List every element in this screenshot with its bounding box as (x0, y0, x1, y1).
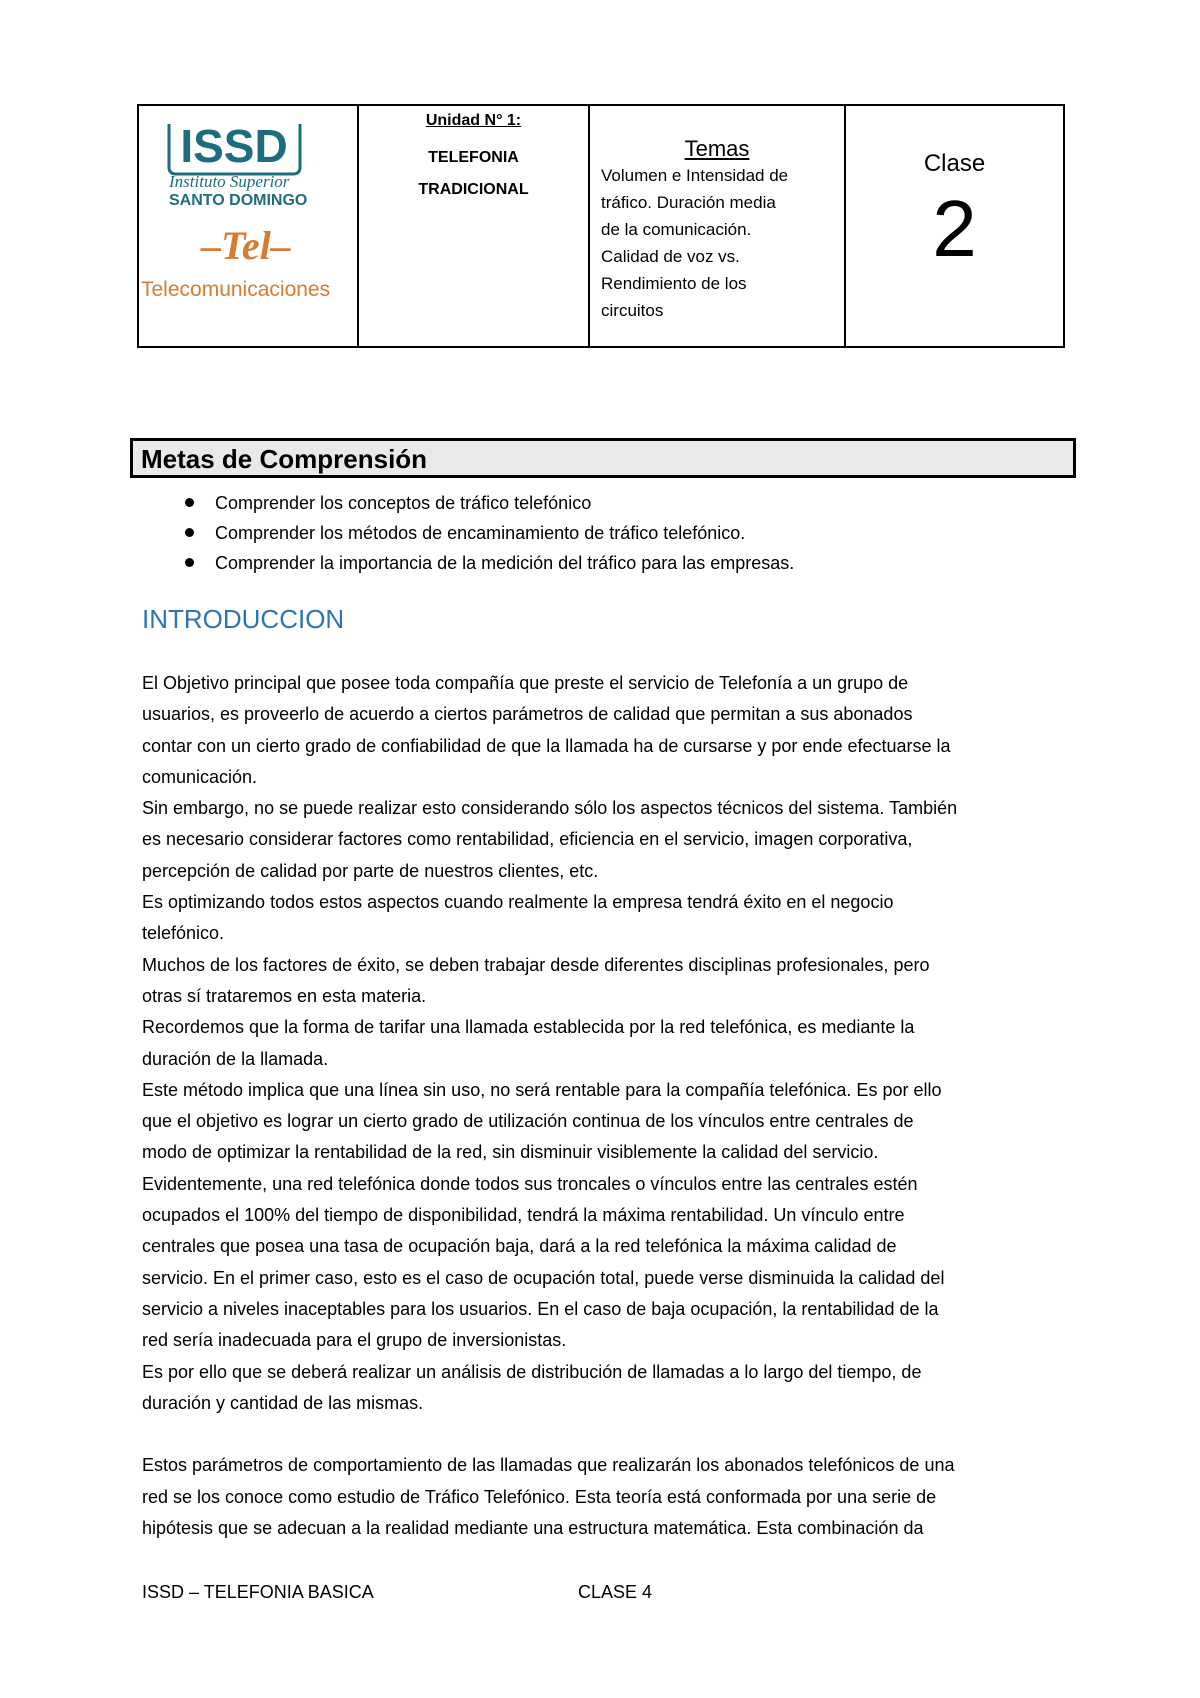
department-name: Telecomunicaciones (141, 278, 331, 301)
goal-item (185, 518, 794, 548)
school-name: SANTO DOMINGO (169, 192, 308, 209)
footer-right: CLASE 4 (578, 1582, 653, 1602)
bullet-icon (185, 498, 194, 507)
intro-heading: INTRODUCCION (142, 604, 345, 634)
goal-text: Comprender los conceptos de tráfico telefónico (215, 493, 592, 513)
class-number: 2 (932, 184, 977, 273)
bullet-icon (185, 528, 194, 537)
unit-cell (358, 105, 589, 347)
unit-label: Unidad N° 1: (425, 112, 522, 129)
goal-item (185, 548, 794, 578)
goals-list (185, 488, 794, 578)
intro-body: El Objetivo principal que posee toda compañía que preste el servicio de Telefonía a un grupo de usuarios, es proveerlo de acuerdo a ciertos parámetros de calidad que permitan a sus abonados contar con un cierto grado de confiabilidad de que la llamada ha de cursarse y por ende efectuarse la comunicación. Sin embargo, no se puede realizar esto considerando sólo los aspectos técnicos del sistema. También es necesario considerar factores como rentabilidad, eficiencia en el servicio, imagen corporativa, percepción de calidad por parte de nuestros clientes, etc. Es optimizando todos estos aspectos cuando realmente la empresa tendrá éxito en el negocio telefónico. Muchos de los factores de éxito, se deben trabajar desde diferentes disciplinas profesionales, pero otras sí trataremos en esta materia. Recordemos que la forma de tarifar una llamada establecida por la red telefónica, es mediante la duración de la llamada. Este método implica que una línea sin uso, no será rentable para la compañía telefónica. Es por ello que el objetivo es lograr un cierto grado de utilización continua de los vínculos entre centrales de modo de optimizar la rentabilidad de la red, sin disminuir visiblemente la calidad del servicio. Evidentemente, una red telefónica donde todos sus troncales o vínculos entre las centrales estén ocupados el 100% del tiempo de disponibilidad, tendrá la máxima rentabilidad. Un vínculo entre centrales que posea una tasa de ocupación baja, dará a la red telefónica la máxima calidad de servicio. En el primer caso, esto es el caso de ocupación total, puede verse disminuida la calidad del servicio a niveles inaceptables para los usuarios. En el caso de baja ocupación, la rentabilidad de la red sería inadecuada para el grupo de inversionistas. Es por ello que se deberá realizar un análisis de distribución de llamadas a lo largo del tiempo, de duración y cantidad de las mismas. Estos parámetros de comportamiento de las llamadas que realizarán los abonados telefónicos de una red se los conoce como estudio de Tráfico Telefónico. Esta teoría está conformada por una serie de hipótesis que se adecuan a la realidad mediante una estructura matemática. Esta combinación da (142, 673, 958, 1539)
topics-cell (589, 105, 845, 347)
goals-title: Metas de Comprensión (141, 444, 428, 474)
issd-logo-icon (167, 114, 302, 176)
goal-text: Comprender los métodos de encaminamiento de tráfico telefónico. (215, 523, 746, 543)
bullet-icon (185, 558, 194, 567)
topics-text: Volumen e Intensidad de tráfico. Duración media de la comunicación. Calidad de voz vs. Rendimiento de los circuitos (601, 166, 789, 320)
header-table (137, 104, 1065, 348)
goal-text: Comprender la importancia de la medición del tráfico para las empresas. (215, 553, 795, 573)
department-brand: –Tel– (201, 223, 291, 268)
topics-heading: Temas (684, 136, 750, 161)
logo-cell (138, 105, 358, 347)
unit-title-line2: TRADICIONAL (418, 181, 529, 198)
class-label: Clase (923, 150, 986, 177)
institute-name: Instituto Superior (169, 172, 290, 191)
class-cell (845, 105, 1064, 347)
footer-left: ISSD – TELEFONIA BASICA (142, 1582, 374, 1602)
goals-title-box (130, 438, 1076, 478)
svg-text:ISSD: ISSD (180, 120, 288, 172)
goal-item (185, 488, 794, 518)
unit-title-line1: TELEFONIA (428, 149, 519, 166)
